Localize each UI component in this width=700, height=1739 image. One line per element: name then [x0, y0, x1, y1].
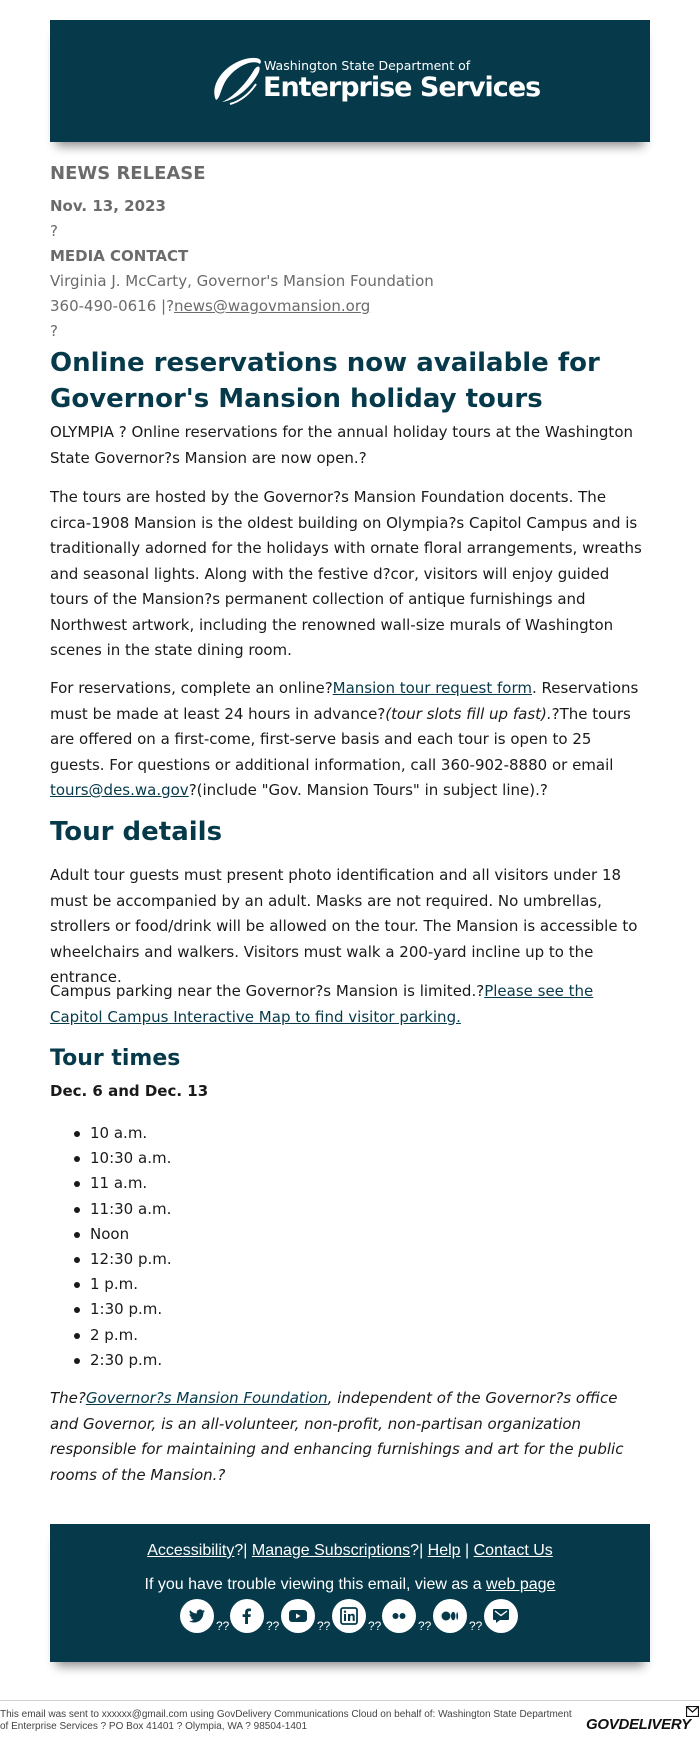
contact-name: Virginia J. McCarty, Governor's Mansion Foundation [50, 272, 434, 290]
list-item: 1:30 p.m. [90, 1297, 172, 1322]
contact-phone: 360-490-0616 |? [50, 297, 175, 315]
text: . Reservations must be made at least 24 hours in advance? [50, 679, 639, 723]
text: (tour slots fill up fast). [385, 704, 552, 723]
footer-banner [50, 1524, 650, 1662]
list-item: 11 a.m. [90, 1171, 172, 1196]
foundation-paragraph [50, 1386, 650, 1488]
intro-paragraph: OLYMPIA ? Online reservations for the annual holiday tours at the Washington State Governor?s Mansion are now open.? [50, 423, 634, 467]
icon-spacer: ?? [317, 1619, 331, 1633]
tour-dates: Dec. 6 and Dec. 13 [50, 1082, 209, 1100]
list-item: 10:30 a.m. [90, 1146, 172, 1171]
list-item: 12:30 p.m. [90, 1247, 172, 1272]
logo-subtitle: Washington State Department of [264, 58, 471, 73]
list-item: 10 a.m. [90, 1121, 172, 1146]
tours-email-link[interactable]: tours@des.wa.gov [50, 781, 189, 799]
icon-spacer: ?? [216, 1619, 230, 1633]
contact-phone-line [50, 297, 370, 315]
text: For reservations, complete an online? [50, 679, 333, 697]
list-item: Noon [90, 1222, 172, 1247]
list-item: 11:30 a.m. [90, 1197, 172, 1222]
text: Campus parking near the Governor?s Mansion is limited.? [50, 982, 485, 1000]
flickr-icon[interactable] [382, 1599, 416, 1633]
contact-email-link[interactable]: news@wagovmansion.org [174, 297, 371, 315]
text: ?(include "Gov. Mansion Tours" in subject line).? [188, 781, 548, 799]
capitol-campus-map-link[interactable]: Please see the Capitol Campus Interactive Map to find visitor parking. [50, 982, 594, 1026]
text: If you have trouble viewing this email, view as a [144, 1576, 487, 1593]
tour-times-heading: Tour times [50, 1046, 181, 1071]
icon-spacer: ?? [266, 1619, 280, 1633]
icon-spacer: ?? [368, 1619, 382, 1633]
text: The? [50, 1389, 86, 1407]
logo-title: Enterprise Services [263, 72, 541, 103]
separator-mark-2: ? [50, 322, 58, 340]
medium-icon[interactable] [433, 1599, 467, 1633]
list-item: 2 p.m. [90, 1323, 172, 1348]
governors-mansion-foundation-link[interactable]: Governor?s Mansion Foundation [85, 1389, 328, 1407]
view-web-page-line [50, 1576, 650, 1594]
facebook-icon[interactable] [230, 1599, 264, 1633]
footer-links [50, 1542, 650, 1560]
release-date: Nov. 13, 2023 [50, 197, 166, 215]
des-logo[interactable] [208, 54, 541, 110]
tour-times-list [90, 1121, 172, 1373]
separator: | [460, 1542, 474, 1559]
description-paragraph: The tours are hosted by the Governor?s Mansion Foundation docents. The circa-1908 Mansion is the oldest building on Olympia?s Capitol Campus and is traditionally adorned for the holidays with ornate floral arrangements, wreaths and seasonal lights. Along with the festive d?cor, visitors will enjoy guided tours of the Mansion?s permanent collection of antique furnishings and Northwest artwork, including the renowned wall-size murals of Washington scenes in the state dining room. [50, 488, 642, 659]
header-banner [50, 20, 650, 142]
mansion-tour-request-form-link[interactable]: Mansion tour request form [332, 679, 532, 697]
text: , independent of the Governor?s office and Governor, is an all-volunteer, non-profit, non-partisan organization responsible for maintaining and enhancing furnishings and art for the public rooms of the Mansion.? [50, 1389, 624, 1484]
social-icons [180, 1599, 560, 1639]
manage-subscriptions-link[interactable]: Manage Subscriptions [251, 1542, 411, 1559]
footer-divider [0, 1700, 700, 1701]
accessibility-link[interactable]: Accessibility [147, 1542, 235, 1559]
email-disclaimer: This email was sent to xxxxxx@gmail.com using GovDelivery Communications Cloud on behalf of: Washington State Department of Enterprise Services ? PO Box 41401 ? Olympia, WA ? 98504-1401 [0, 1709, 572, 1732]
email-icon[interactable] [484, 1599, 518, 1633]
icon-spacer: ?? [469, 1619, 483, 1633]
news-release-label: NEWS RELEASE [50, 163, 206, 184]
des-swoosh-icon [208, 54, 266, 108]
envelope-icon [686, 1706, 699, 1717]
separator: ?| [410, 1542, 428, 1559]
govdelivery-logo[interactable]: GOVDELIVERY [586, 1716, 691, 1733]
separator: ?| [234, 1542, 252, 1559]
reservations-paragraph [50, 676, 650, 804]
parking-paragraph [50, 979, 650, 1030]
linkedin-icon[interactable] [332, 1599, 366, 1633]
separator-mark: ? [50, 222, 58, 240]
youtube-icon[interactable] [281, 1599, 315, 1633]
text: ?The tours are offered on a first-come, first-serve basis and each tour is open to 25 guests. For questions or additional information, call 360-902-8880 or email [50, 704, 631, 774]
list-item: 2:30 p.m. [90, 1348, 172, 1373]
media-contact-label: MEDIA CONTACT [50, 247, 189, 265]
icon-spacer: ?? [418, 1619, 432, 1633]
twitter-icon[interactable] [180, 1599, 214, 1633]
list-item: 1 p.m. [90, 1272, 172, 1297]
help-link[interactable]: Help [427, 1542, 461, 1559]
contact-us-link[interactable]: Contact Us [473, 1542, 553, 1559]
tour-details-paragraph: Adult tour guests must present photo identification and all visitors under 18 must be accompanied by an adult. Masks are not required. No umbrellas, strollers or food/drink will be allowed on the tour. The Mansion is accessible to wheelchairs and walkers. Visitors must walk a 200-yard incline up to the entrance. [50, 866, 638, 986]
web-page-link[interactable]: web page [486, 1576, 556, 1593]
page-title: Online reservations now available for Governor's Mansion holiday tours [50, 348, 600, 414]
tour-details-heading: Tour details [50, 817, 223, 847]
